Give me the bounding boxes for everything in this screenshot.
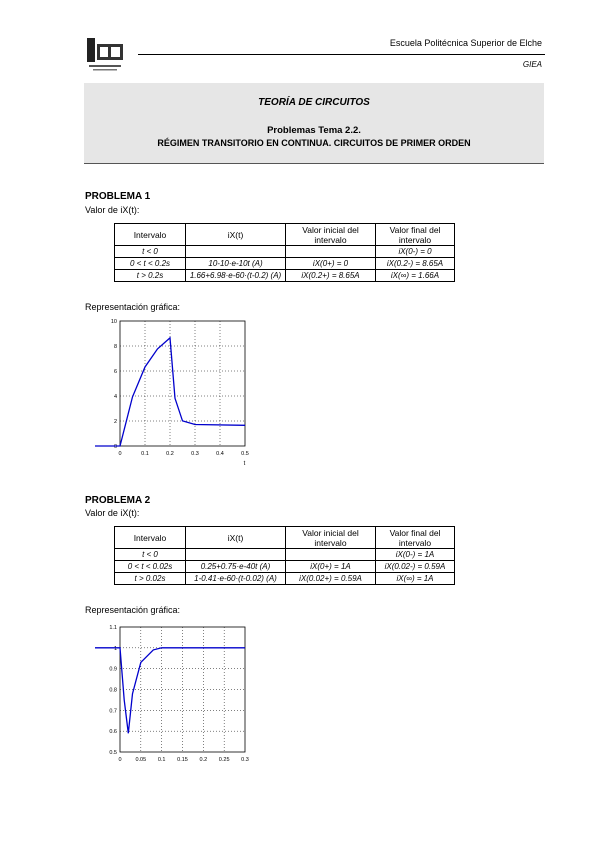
header-divider — [138, 54, 545, 55]
document-title: TEORÍA DE CIRCUITOS — [258, 97, 370, 108]
group-name: GIEA — [522, 60, 542, 69]
x-tick-label: 0.3 — [191, 451, 199, 457]
table-cell — [186, 549, 286, 561]
x-tick-label: 0.25 — [218, 757, 230, 763]
y-tick-label: 4 — [113, 394, 117, 400]
table-row — [115, 549, 455, 561]
x-tick-label: 0.2 — [166, 451, 174, 457]
table-cell: iX(0.2-) = 8.65A — [376, 258, 455, 270]
table-cell: iX(∞) = 1A — [376, 573, 455, 585]
problem-2-heading: PROBLEMA 2 — [85, 495, 151, 506]
x-axis-label: t — [243, 461, 246, 467]
university-logo — [87, 38, 125, 72]
x-tick-label: 0.1 — [141, 451, 149, 457]
title-band — [84, 83, 544, 164]
y-tick-label: 1 — [113, 645, 117, 652]
y-tick-label: 0.5 — [109, 750, 117, 756]
problem-1-heading: PROBLEMA 1 — [85, 191, 151, 202]
table-cell: iX(0-) = 1A — [376, 549, 455, 561]
table-header: Valor inicial del intervalo — [286, 224, 376, 246]
x-tick-label: 0.2 — [199, 757, 208, 763]
x-tick-label: 0 — [118, 757, 122, 763]
y-tick-label: 0.7 — [109, 708, 117, 715]
table-cell: iX(0.02+) = 0.59A — [286, 573, 376, 585]
y-tick-label: 2 — [113, 419, 117, 425]
x-tick-label: 0 — [118, 451, 122, 457]
problem-1-value-label: Valor de iX(t): — [85, 205, 140, 215]
table-cell: t < 0 — [115, 246, 186, 258]
problem-2-table — [114, 526, 455, 585]
table-header: Valor inicial del intervalo — [286, 527, 376, 549]
y-tick-label: 0.8 — [109, 687, 117, 694]
table-cell: iX(0+) = 1A — [286, 561, 376, 573]
problem-1-table — [114, 223, 455, 282]
table-header: Valor final del intervalo — [376, 224, 455, 246]
table-cell — [286, 549, 376, 561]
y-tick-label: 0.6 — [109, 729, 117, 736]
x-tick-label: 0.3 — [241, 757, 249, 763]
y-tick-label: 0.9 — [109, 666, 117, 673]
table-row — [115, 246, 455, 258]
table-header: Intervalo — [115, 224, 186, 246]
table-cell — [186, 246, 286, 258]
y-tick-label: 6 — [113, 369, 117, 375]
x-tick-label: 0.4 — [216, 451, 224, 457]
y-tick-label: 1.1 — [109, 625, 117, 631]
table-cell: 1-0.41·e-60·(t-0.02) (A) — [186, 573, 286, 585]
table-header: iX(t) — [186, 527, 286, 549]
table-row — [115, 270, 455, 282]
table-header: iX(t) — [186, 224, 286, 246]
table-cell: iX(0.2+) = 8.65A — [286, 270, 376, 282]
problem-1-chart — [85, 316, 255, 468]
x-tick-label: 0.15 — [177, 757, 188, 763]
document-topic: RÉGIMEN TRANSITORIO EN CONTINUA. CIRCUITOS DE PRIMER ORDEN — [157, 138, 471, 148]
y-tick-label: 0 — [113, 444, 117, 450]
table-cell: iX(∞) = 1.66A — [376, 270, 455, 282]
table-cell: t < 0 — [115, 549, 186, 561]
document-subtitle: Problemas Tema 2.2. — [267, 125, 361, 136]
table-cell: 0.25+0.75·e-40t (A) — [186, 561, 286, 573]
table-cell — [286, 246, 376, 258]
x-tick-label: 0.5 — [241, 451, 249, 457]
table-header-row — [115, 527, 455, 549]
problem-1-graph-label: Representación gráfica: — [85, 302, 181, 312]
y-tick-label: 8 — [113, 344, 117, 350]
table-cell: 0 < t < 0.02s — [115, 561, 186, 573]
table-row — [115, 573, 455, 585]
x-tick-label: 0.1 — [157, 757, 166, 763]
problem-2-value-label: Valor de iX(t): — [85, 508, 140, 518]
problem-2-graph-label: Representación gráfica: — [85, 605, 181, 615]
table-header: Valor final del intervalo — [376, 527, 455, 549]
table-row — [115, 258, 455, 270]
table-cell: iX(0.02-) = 0.59A — [376, 561, 455, 573]
x-tick-label: 0.05 — [135, 757, 147, 763]
table-cell: 10-10·e-10t (A) — [186, 258, 286, 270]
table-cell: iX(0-) = 0 — [376, 246, 455, 258]
school-name: Escuela Politécnica Superior de Elche — [389, 38, 542, 48]
table-cell: 1.66+6.98·e-60·(t-0.2) (A) — [186, 270, 286, 282]
table-header-row — [115, 224, 455, 246]
table-cell: 0 < t < 0.2s — [115, 258, 186, 270]
problem-2-chart — [85, 622, 255, 774]
table-cell: t > 0.02s — [115, 573, 186, 585]
table-cell: iX(0+) = 0 — [286, 258, 376, 270]
table-row — [115, 561, 455, 573]
y-tick-label: 10 — [110, 319, 117, 325]
table-cell: t > 0.2s — [115, 270, 186, 282]
table-header: Intervalo — [115, 527, 186, 549]
